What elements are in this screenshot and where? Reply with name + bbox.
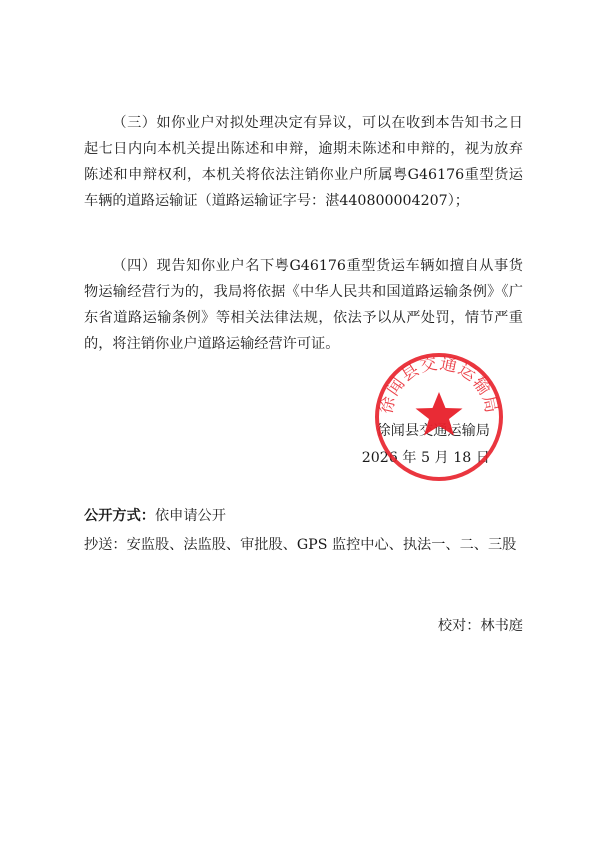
disclosure-value: 依申请公开 (154, 508, 226, 524)
disclosure-label: 公开方式： (84, 508, 155, 524)
paragraph-4: （四）现告知你业户名下粤G46176重型货运车辆如擅自从事货物运输经营行为的，我局将依据《中华人民共和国道路运输条例》《广东省道路运输条例》等相关法律法规，依法予以从严处罚，情节严重的，将注销你业户道路运输经营许可证。 (84, 258, 523, 352)
cc-line: 抄送：安监股、法监股、审批股、GPS 监控中心、执法一、二、三股 (84, 537, 517, 553)
paragraph-3: （三）如你业户对拟处理决定有异议，可以在收到本告知书之日起七日内向本机关提出陈述和申辩，逾期未陈述和申辩的，视为放弃陈述和申辩权利，本机关将依法注销你业户所属粤G46176重型货运车辆的道路运输证（道路运输证字号：湛440800004207）； (84, 115, 523, 209)
issuer-name: 徐闻县交通运输局 (376, 423, 490, 439)
proofreader-line: 校对：林书庭 (437, 618, 523, 634)
seal-text: 徐闻县交通运输局 (376, 353, 502, 416)
disclosure-line (84, 504, 226, 528)
official-seal-icon (372, 350, 506, 484)
seal-star-icon (416, 392, 463, 436)
issue-date: 2026 年 5 月 18 日 (361, 450, 490, 466)
